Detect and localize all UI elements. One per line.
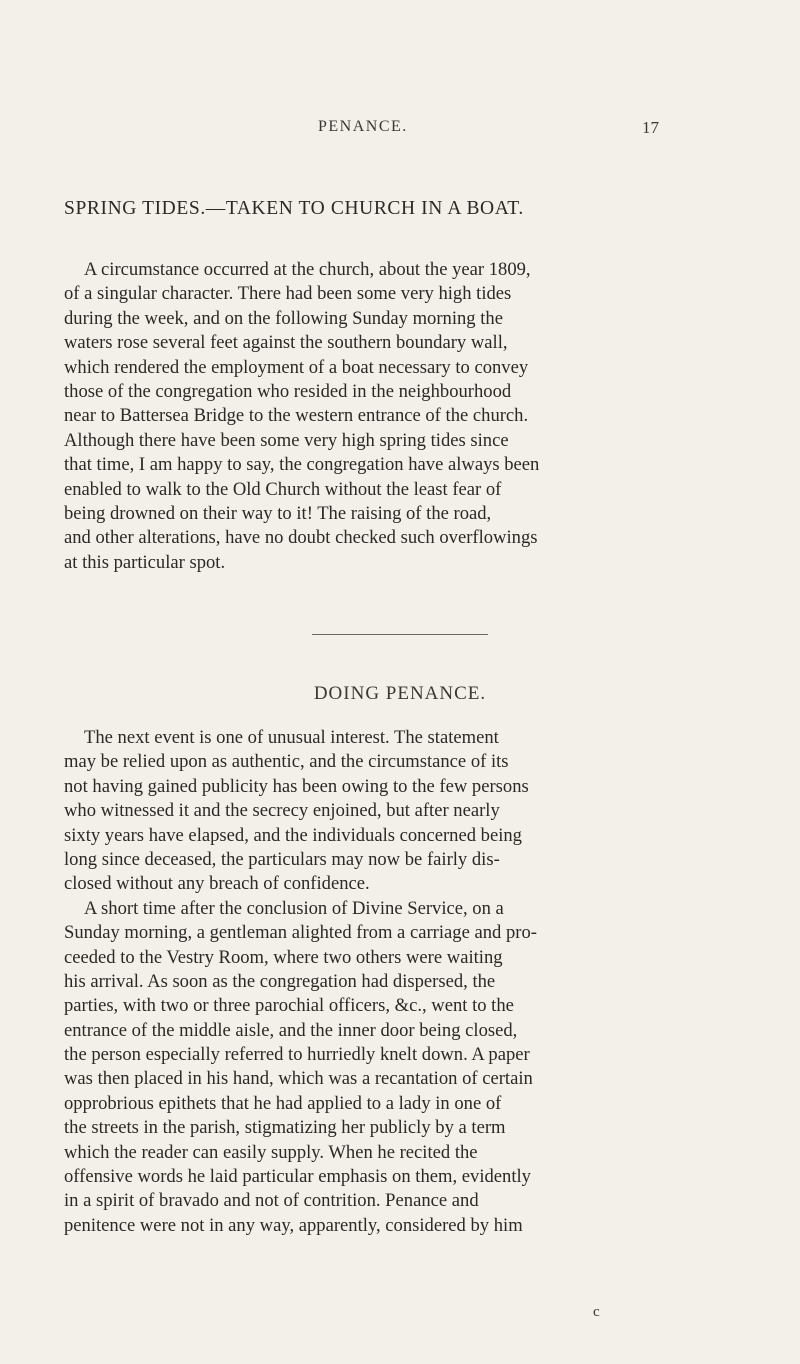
text-line: which the reader can easily supply. When he recited the [64,1141,478,1163]
text-line: The next event is one of unusual interest. The statement [84,727,499,748]
text-line: which rendered the employment of a boat necessary to convey [64,356,529,378]
text-line: at this particular spot. [64,551,226,573]
text-line: may be relied upon as authentic, and the circumstance of its [64,751,509,773]
text-line: long since deceased, the particulars may now be fairly dis- [64,848,500,870]
text-line: A circumstance occurred at the church, about the year 1809, [84,259,531,280]
section-heading-doing-penance: DOING PENANCE. [313,683,487,704]
text-line: Although there have been some very high spring tides since [64,429,509,451]
running-head [0,118,800,148]
text-line: that time, I am happy to say, the congregation have always been [64,454,540,476]
running-title: PENANCE. [318,118,408,135]
text-line: waters rose several feet against the southern boundary wall, [64,332,508,354]
text-line: in a spirit of bravado and not of contrition. Penance and [64,1190,479,1212]
text-line: ceeded to the Vestry Room, where two others were waiting [64,946,503,968]
text-line: near to Battersea Bridge to the western entrance of the church. [64,405,529,427]
text-line: enabled to walk to the Old Church without the least fear of [64,478,502,500]
text-line: the streets in the parish, stigmatizing her publicly by a term [64,1117,506,1139]
section-divider-rule [312,634,488,635]
text-line: penitence were not in any way, apparently, considered by him [64,1214,523,1236]
paragraph-spring-tides [64,258,754,575]
signature-mark: c [593,1304,600,1320]
page-number: 17 [642,118,659,137]
text-line: closed without any breach of confidence. [64,873,370,895]
text-line: those of the congregation who resided in the neighbourhood [64,380,512,402]
text-line: parties, with two or three parochial officers, &c., went to the [64,995,514,1017]
paragraph-doing-penance [64,726,754,1238]
text-line: sixty years have elapsed, and the individuals concerned being [64,824,522,846]
text-line: who witnessed it and the secrecy enjoined, but after nearly [64,800,500,822]
text-line: being drowned on their way to it! The raising of the road, [64,502,492,524]
text-line: offensive words he laid particular emphasis on them, evidently [64,1166,531,1188]
text-line: and other alterations, have no doubt checked such overflowings [64,527,538,549]
text-line: of a singular character. There had been some very high tides [64,283,512,305]
text-line: entrance of the middle aisle, and the inner door being closed, [64,1019,518,1041]
text-line: A short time after the conclusion of Divine Service, on a [84,897,504,919]
text-line: his arrival. As soon as the congregation had dispersed, the [64,970,496,992]
text-line: not having gained publicity has been owing to the few persons [64,775,529,797]
text-line: was then placed in his hand, which was a recantation of certain [64,1068,533,1090]
text-line: opprobrious epithets that he had applied to a lady in one of [64,1092,502,1114]
text-line: the person especially referred to hurriedly knelt down. A paper [64,1044,530,1066]
section-heading-spring-tides: SPRING TIDES.—TAKEN TO CHURCH IN A BOAT. [64,198,524,219]
text-line: Sunday morning, a gentleman alighted from a carriage and pro- [64,922,537,944]
text-line: during the week, and on the following Sunday morning the [64,307,503,329]
